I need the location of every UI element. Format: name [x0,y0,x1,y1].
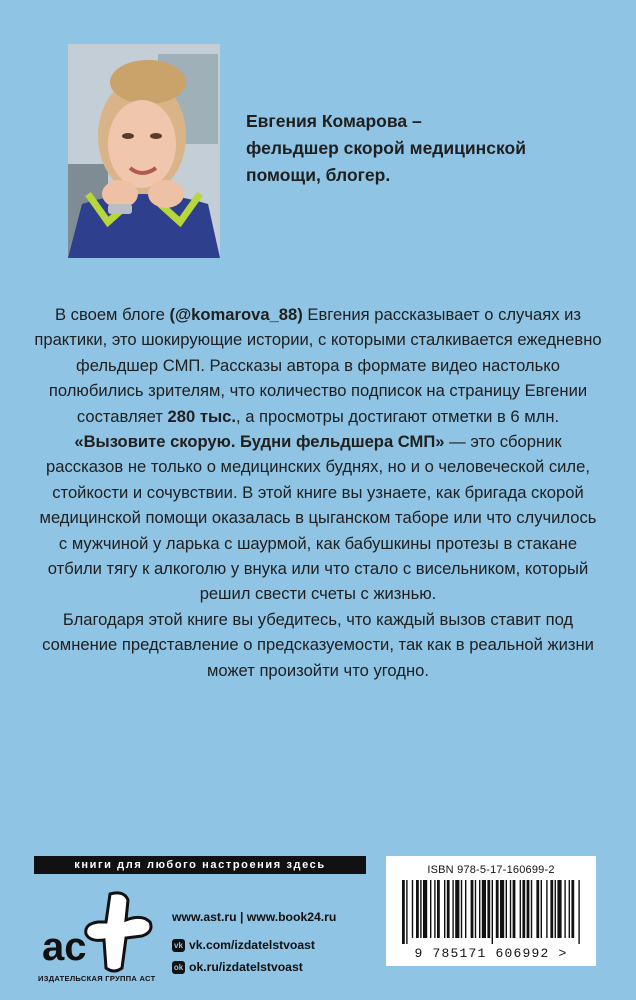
author-photo-illustration [68,44,220,258]
ok-icon: ok [173,962,184,972]
book-title: «Вызовите скорую. Будни фельдшера СМП» [74,432,445,452]
blog-handle: (@komarova_88) [169,305,303,324]
ast-logo [38,890,160,974]
ean-digits: 9 785171 606992 > [414,946,568,961]
publisher-sites[interactable]: www.ast.ru | www.book24.ru [172,910,337,924]
p1-text-a: В своем блоге [55,305,170,324]
p2-text: — это сборник рассказов не только о медицинских буднях, но и о человеческой силе, стойкости и сочувствии. В этой книге вы узнаете, как бригада скорой медицинской помощи оказалась в цыганском таборе или что случилось с мужчиной у ларька с шаурмой, как бабушкины протезы в стакане отбили тягу к алкоголю у внука или что стало с висельником, который решил свести счеты с жизнью. [39,432,597,604]
description-paragraph-3: Благодаря этой книге вы убедитесь, что каждый вызов ставит под сомнение представление о предсказуемости, так как в реальной жизни может произойти что угодно. [42,609,594,680]
ok-link[interactable] [172,956,336,978]
book-description [34,302,602,683]
publisher-name: ИЗДАТЕЛЬСКАЯ ГРУППА АСТ [38,974,156,983]
author-photo [68,44,220,258]
isbn-number: ISBN 978-5-17-160699-2 [427,864,555,876]
author-bio [246,108,606,189]
description-paragraph-1 [34,302,602,429]
ok-link-text: ok.ru/izdatelstvoast [189,960,303,974]
vk-icon: vk [172,939,185,952]
vk-link[interactable] [172,934,336,956]
subscriber-count: 280 тыс. [167,406,236,426]
vk-link-text: vk.com/izdatelstvoast [189,938,315,952]
slogan-banner: книги для любого настроения здесь [34,856,366,874]
barcode-icon [398,880,584,944]
p1-text-b: Евгения рассказывает о случаях из практики, это шокирующие истории, с которыми сталкивается ежедневно фельдшер СМП. Рассказы автора в формате видео настолько полюбились зрителям, что количество подписок на страницу Евгении составляет [34,305,602,426]
barcode-panel [386,856,596,966]
author-role-line2: помощи, блогер. [246,165,391,185]
publisher-links [172,906,336,978]
ast-logo-text: ac [42,925,87,969]
author-role-line1: фельдшер скорой медицинской [246,138,526,158]
description-paragraph-2 [34,429,602,607]
ast-logo-icon [38,890,160,974]
p1-text-c: , а просмотры достигают отметки в 6 млн. [235,406,560,426]
author-name: Евгения Комарова – [246,111,422,131]
